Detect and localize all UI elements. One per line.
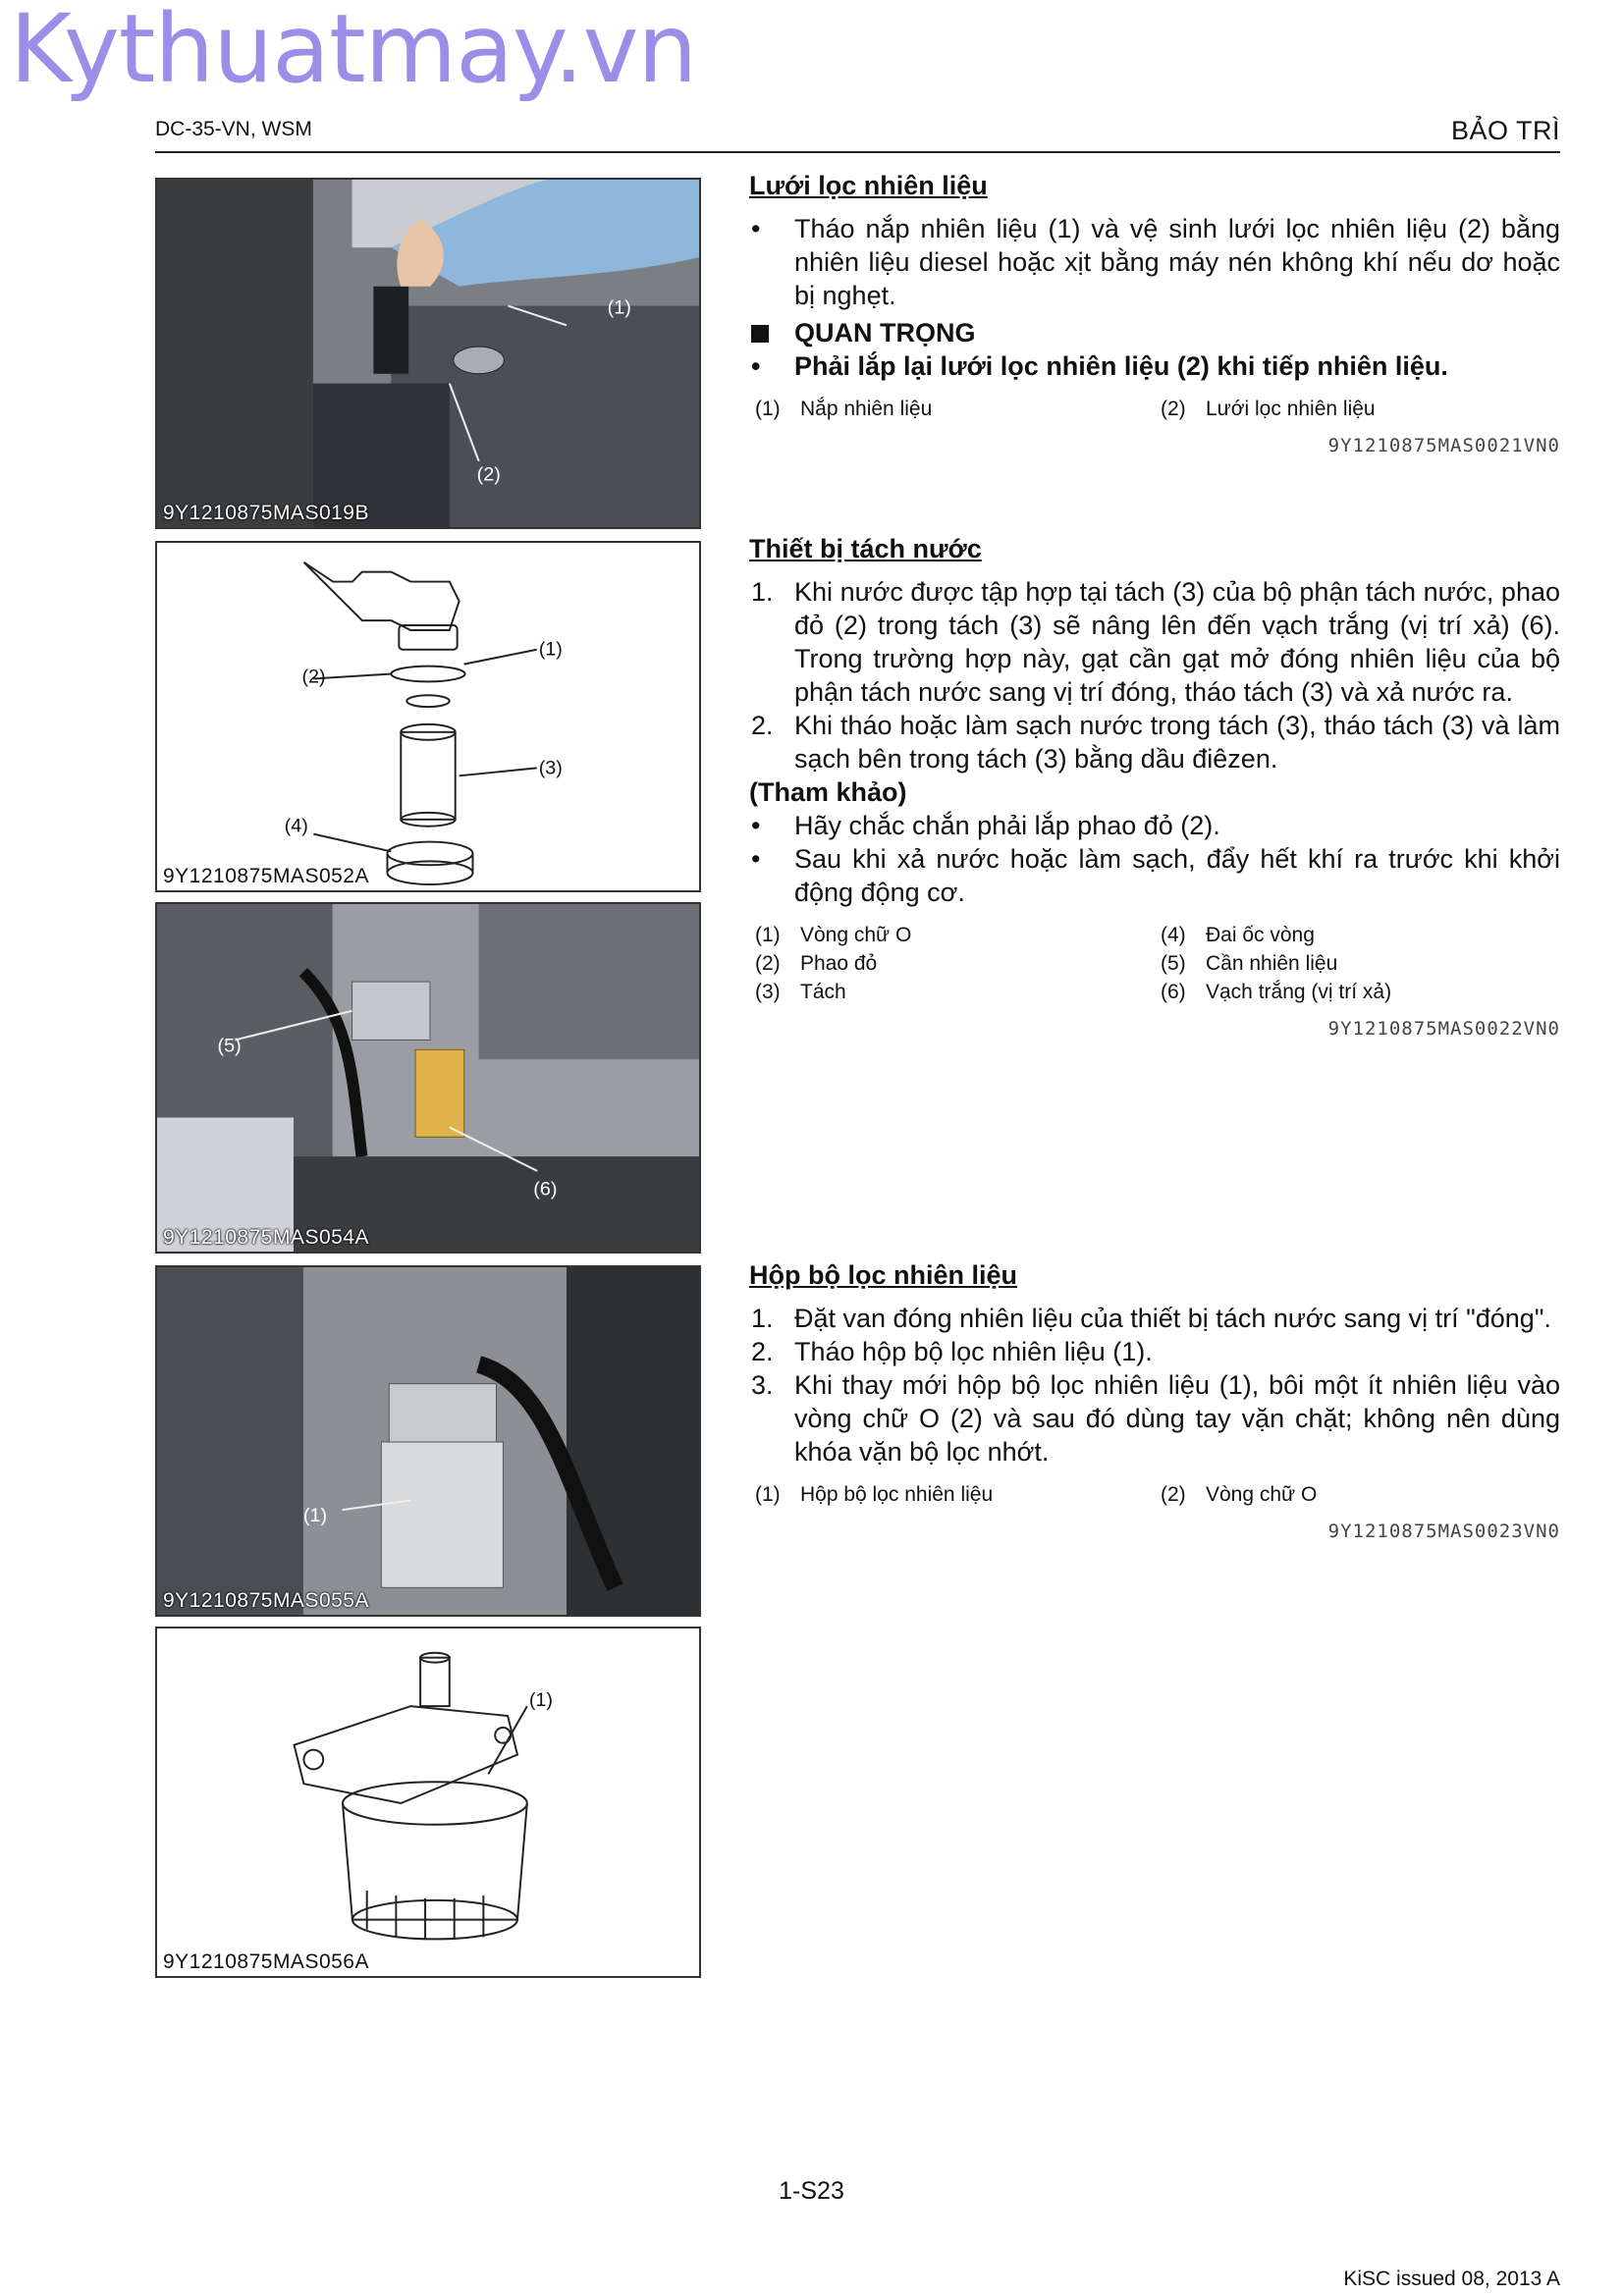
document-code: 9Y1210875MAS0021VN0 bbox=[1327, 435, 1560, 456]
figure-code: 9Y1210875MAS056A bbox=[163, 1950, 369, 1973]
list-item: • Phải lắp lại lưới lọc nhiên liệu (2) khi tiếp nhiên liệu. bbox=[751, 351, 1448, 381]
drawing-fuel-filter bbox=[157, 1629, 699, 1976]
figure-code: 9Y1210875MAS055A bbox=[163, 1589, 369, 1612]
figure-fuel-filter-photo bbox=[155, 1265, 701, 1617]
document-code: 9Y1210875MAS0022VN0 bbox=[1327, 1018, 1560, 1040]
figure-code: 9Y1210875MAS052A bbox=[163, 865, 369, 887]
page-number: 1-S23 bbox=[779, 2177, 844, 2205]
list-item: • Sau khi xả nước hoặc làm sạch, đẩy hết khí ra trước khi khởi động động cơ. bbox=[751, 844, 1560, 907]
legend-item: (2) Lưới lọc nhiên liệu bbox=[1161, 398, 1376, 420]
photo-fuel-tank bbox=[157, 180, 699, 527]
legend-item: (2) Phao đỏ bbox=[755, 952, 878, 975]
important-list bbox=[749, 349, 1560, 383]
doc-id: DC-35-VN, WSM bbox=[155, 118, 312, 140]
section-heading: Lưới lọc nhiên liệu bbox=[749, 171, 988, 200]
legend-item: (4) Đai ốc vòng bbox=[1161, 924, 1315, 946]
list-item: 3. Khi thay mới hộp bộ lọc nhiên liệu (1), bôi một ít nhiên liệu vào vòng chữ O (2) và sau đó dùng tay vặn chặt; không nên dùng khóa vặn bộ lọc nhớt. bbox=[751, 1370, 1560, 1467]
numbered-list bbox=[749, 1302, 1560, 1468]
legend-item: (6) Vạch trắng (vị trí xả) bbox=[1161, 981, 1392, 1003]
numbered-list bbox=[749, 575, 1560, 775]
legend-item: (1) Hộp bộ lọc nhiên liệu bbox=[755, 1483, 994, 1506]
legend bbox=[749, 1480, 1560, 1509]
list-item: 1. Đặt van đóng nhiên liệu của thiết bị tách nước sang vị trí "đóng". bbox=[751, 1304, 1551, 1333]
list-item: 2. Tháo hộp bộ lọc nhiên liệu (1). bbox=[751, 1337, 1153, 1366]
bullet-list bbox=[749, 809, 1560, 909]
list-item: 1. Khi nước được tập hợp tại tách (3) của bộ phận tách nước, phao đỏ (2) trong tách (3) sẽ nâng lên đến vạch trắng (vị trí xả) (6). Trong trường hợp này, gạt cần gạt mở đóng nhiên liệu của bộ phận tách nước sang vị trí đóng, tháo tách (3) và xả nước ra. bbox=[751, 577, 1560, 707]
legend bbox=[749, 395, 1560, 423]
callout-label: (1) bbox=[528, 1689, 554, 1712]
photo-fuel-filter bbox=[157, 1267, 699, 1615]
bullet-list bbox=[749, 212, 1560, 312]
footer-issue: KiSC issued 08, 2013 A bbox=[1343, 2268, 1560, 2290]
legend bbox=[749, 921, 1560, 1006]
callout-label: (3) bbox=[538, 757, 563, 779]
figure-fuel-strainer-photo bbox=[155, 178, 701, 529]
figure-fuel-filter-drawing bbox=[155, 1627, 701, 1978]
section-heading: Thiết bị tách nước bbox=[749, 534, 982, 563]
figure-water-separator-photo bbox=[155, 902, 701, 1254]
header-rule bbox=[155, 151, 1560, 153]
list-item: 2. Khi tháo hoặc làm sạch nước trong tách (3), tháo tách (3) và làm sạch bên trong tách (3) bằng dầu điêzen. bbox=[751, 711, 1560, 774]
legend-item: (3) Tách bbox=[755, 981, 846, 1003]
section-fuel-filter bbox=[749, 1258, 1560, 1548]
figure-water-separator-drawing bbox=[155, 541, 701, 892]
important-label: QUAN TRỌNG bbox=[749, 316, 1560, 349]
photo-water-separator bbox=[157, 904, 699, 1252]
legend-item: (1) Vòng chữ O bbox=[755, 924, 912, 946]
section-title: BẢO TRÌ bbox=[1450, 116, 1560, 145]
section-fuel-strainer bbox=[749, 169, 1560, 462]
legend-item: (5) Cần nhiên liệu bbox=[1161, 952, 1338, 975]
legend-item: (2) Vòng chữ O bbox=[1161, 1483, 1318, 1506]
list-item: • Tháo nắp nhiên liệu (1) và vệ sinh lưới lọc nhiên liệu (2) bằng nhiên liệu diesel hoặc xịt bằng máy nén không khí nếu dơ hoặc bị nghẹt. bbox=[751, 214, 1560, 310]
callout-label: (6) bbox=[533, 1178, 558, 1201]
square-bullet-icon bbox=[751, 325, 769, 343]
watermark-text: Kythuatmay.vn bbox=[10, 0, 697, 104]
figure-code: 9Y1210875MAS054A bbox=[163, 1226, 369, 1249]
section-water-separator bbox=[749, 532, 1560, 1045]
callout-label: (1) bbox=[302, 1505, 328, 1527]
callout-label: (1) bbox=[607, 296, 631, 319]
callout-label: (2) bbox=[476, 463, 501, 486]
legend-item: (1) Nắp nhiên liệu bbox=[755, 398, 933, 420]
callout-label: (5) bbox=[217, 1035, 242, 1057]
section-heading: Hộp bộ lọc nhiên liệu bbox=[749, 1260, 1017, 1290]
callout-label: (4) bbox=[284, 815, 308, 837]
list-item: • Hãy chắc chắn phải lắp phao đỏ (2). bbox=[751, 811, 1220, 840]
callout-label: (2) bbox=[301, 666, 326, 688]
reference-label: (Tham khảo) bbox=[749, 777, 907, 807]
drawing-water-separator bbox=[157, 543, 699, 890]
document-code: 9Y1210875MAS0023VN0 bbox=[1327, 1521, 1560, 1542]
callout-label: (1) bbox=[538, 638, 563, 661]
figure-code: 9Y1210875MAS019B bbox=[163, 502, 369, 524]
